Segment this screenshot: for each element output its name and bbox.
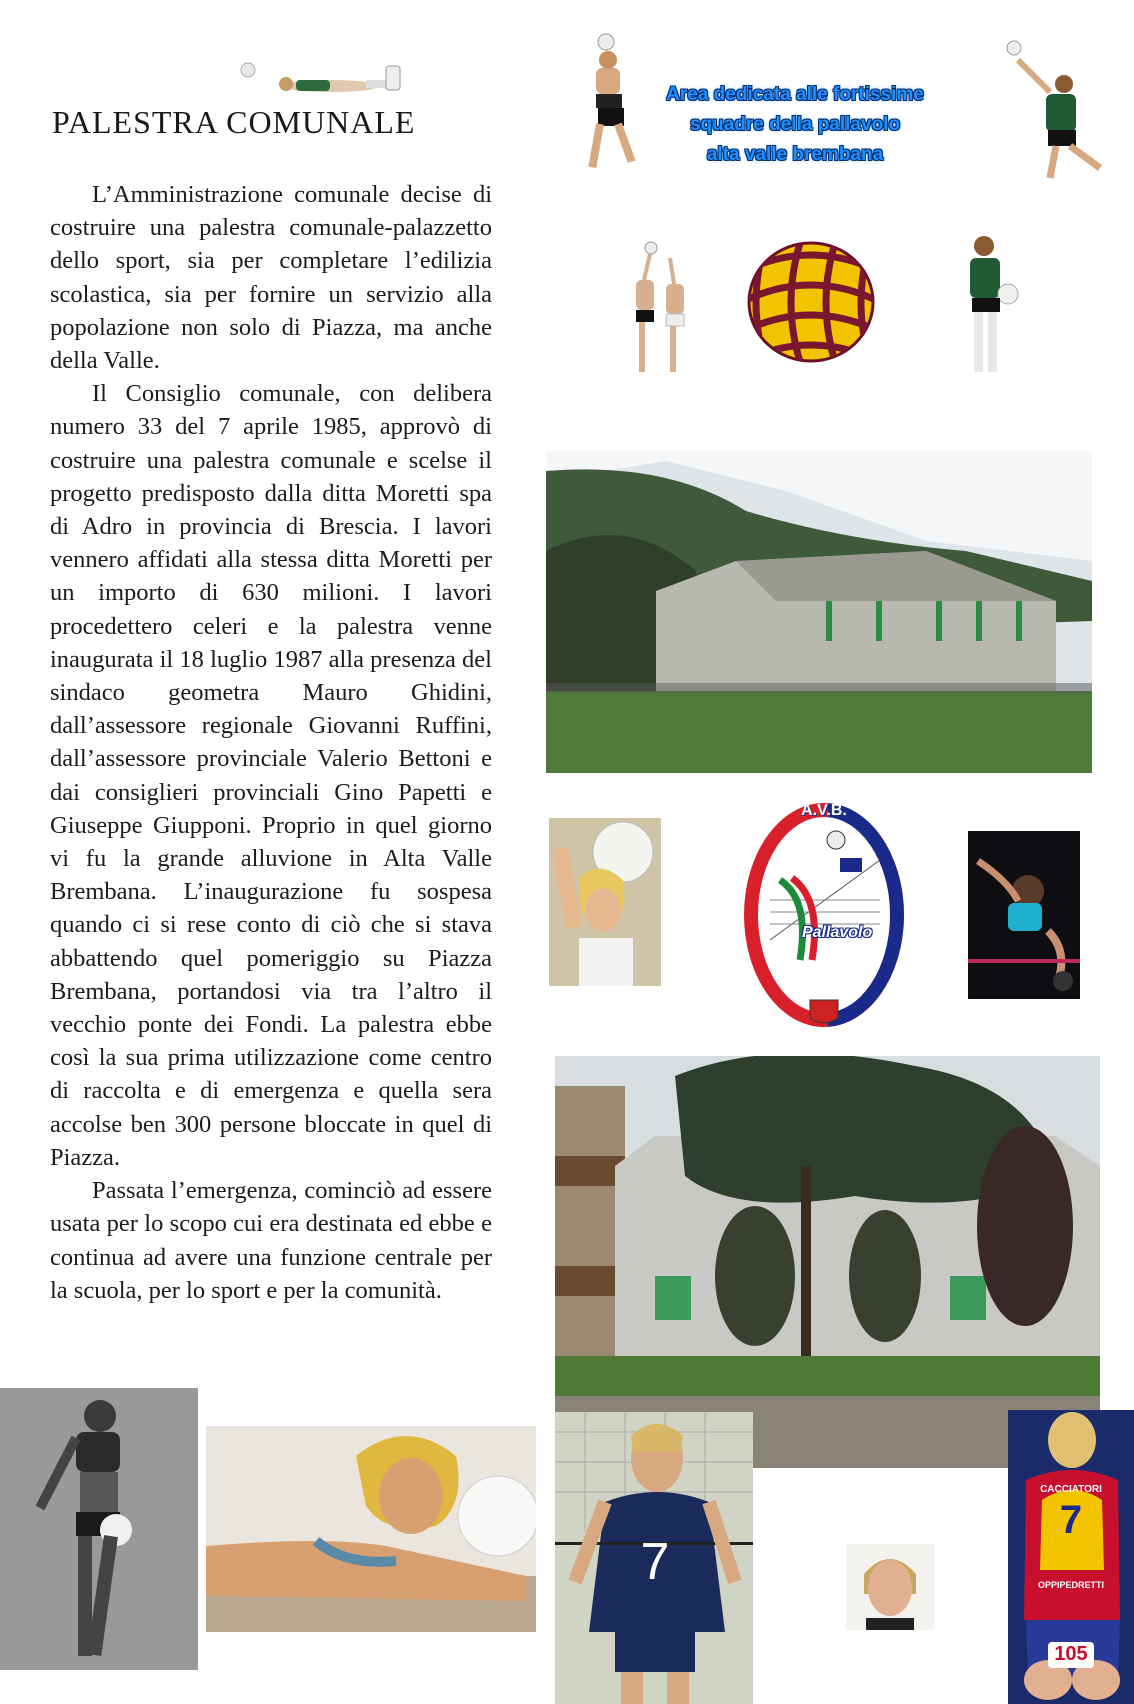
paragraph-2: Il Consiglio comunale, con delibera numero 33 del 7 aprile 1985, approvò di costruire una palestra comunale e scelse il progetto predisposto dalla ditta Moretti spa di Adro in provincia di Brescia. I lavori vennero affidati alla stessa ditta Moretti per un importo di 630 milioni. I lavori procedettero celeri e la palestra venne inaugurata il 18 luglio 1987 alla presenza del sindaco geometra Mauro Ghidini, dall’assessore regionale Giovanni Ruffini, dall’assessore provinciale Valerio Bettoni e dai consiglieri provinciali Gino Papetti e Giuseppe Giupponi. Proprio in quel giorno vi fu la grande alluvione in Alta Valle Brembana. L’inaugurazione fu sospesa quando ci si rese conto di ciò che si stava abbattendo quel pomeriggio su Piazza Brembana, portandosi via tra l’altro il vecchio ponte dei Fondi. La palestra ebbe così la sua prima utilizzazione come centro di raccolta e di emergenza e quella sera accolse ben 300 persone bloccate in quel di Piazza. [50,380,492,1171]
logo-top-text: A.V.B. [801,802,847,819]
jersey-number-red: 7 [1059,1498,1083,1542]
logo-name: Pallavolo [802,924,873,941]
face-portrait-photo [846,1544,934,1630]
banner-line-3: alta valle brembana [706,144,884,165]
jersey-sponsor-bottom: OPPIPEDRETTI [1037,1580,1104,1590]
jumping-player-image-right [1000,38,1115,188]
avb-pallavolo-logo [740,800,908,1030]
blonde-player-photo [549,818,661,986]
gym-trees-photo [555,1056,1100,1468]
page-title: PALESTRA COMUNALE [52,104,416,140]
jersey-bib-number: 105 [1054,1643,1088,1665]
banner-text [600,80,990,170]
paragraph-1: L’Amministrazione comunale decise di costruire una palestra comunale-palazzetto dello sport, sia per completare l’edilizia scolastica, sia per fornire un servizio alla popolazione non solo di Piazza, ma anche della Valle. [50,181,492,375]
player-night-photo [968,831,1080,999]
gym-building-photo [546,451,1092,773]
jersey-number-blue: 7 [640,1533,670,1591]
standing-player-image [956,232,1026,392]
diving-player-image [236,58,416,100]
player-red-jersey-photo [1008,1410,1134,1704]
woven-ball-image [746,240,876,365]
athlete-bw-photo [0,1388,198,1670]
blocking-players-image [626,240,706,380]
article-body [50,178,492,1307]
jersey-sponsor-top: CACCIATORI [1040,1484,1102,1495]
player-blue-jersey-photo [555,1412,753,1704]
banner-line-2: squadre della pallavolo [689,114,901,135]
paragraph-3: Passata l’emergenza, cominciò ad essere usata per lo scopo cui era destinata ed ebbe e continua ad avere una funzione centrale per la scuola, per lo sport e per la comunità. [50,1177,492,1304]
player-lying-photo [206,1426,536,1632]
banner-line-1: Area dedicata alle fortissime [666,84,924,105]
